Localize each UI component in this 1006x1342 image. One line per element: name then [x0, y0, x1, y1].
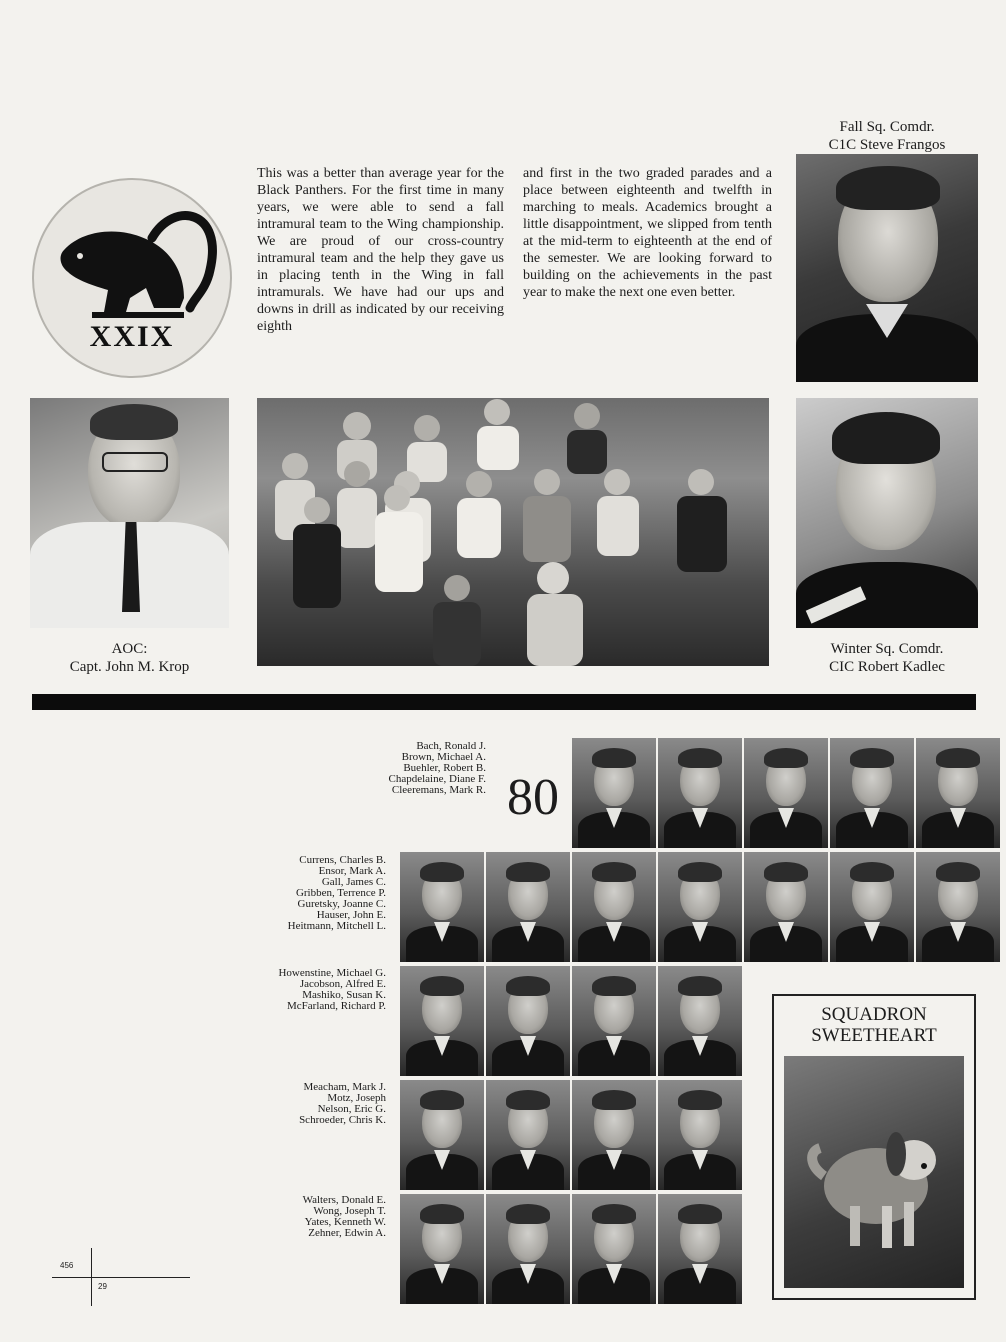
- cadet-portrait: [400, 966, 484, 1076]
- sweetheart-title: [774, 1004, 974, 1046]
- cadet-portrait: [486, 966, 570, 1076]
- cadet-portrait: [572, 852, 656, 962]
- roster-name: Ensor, Mark A.: [318, 865, 386, 877]
- cadet-portrait: [572, 966, 656, 1076]
- winter-commander-name: CIC Robert Kadlec: [829, 659, 945, 675]
- body-text-column-1: This was a better than average year for the Black Panthers. For the first time in many years, we were able to send a fall intramural team to the Wing championship. We are proud of our cross-country intramural team and the help they gave us in placing tenth in the Wing in fall intramurals. We have had our ups and downs in drill as indicated by our receiving eighth: [257, 166, 504, 334]
- roster-name: McFarland, Richard P.: [287, 1000, 386, 1012]
- emblem-numeral: XXIX: [89, 320, 175, 353]
- cadet-portrait: [486, 852, 570, 962]
- fall-commander-photo: [796, 154, 978, 382]
- roster-names-row-3: [186, 968, 386, 1012]
- body-text-column-2: and first in the two graded parades and a place between eighteenth and twelfth in marching to meals. Academics brought a little disappointment, we slipped from tenth at the mid-term to eighteenth at the end of the semester. We are looking forward to building on the achievements in the past year to make the next one even better.: [523, 166, 772, 300]
- class-year: 80: [507, 769, 559, 826]
- section-number: 29: [98, 1282, 107, 1291]
- aoc-name: Capt. John M. Krop: [69, 659, 190, 675]
- roster-name: Yates, Kenneth W.: [304, 1216, 386, 1228]
- fall-commander-title: Fall Sq. Comdr.: [839, 119, 935, 135]
- winter-commander-title: Winter Sq. Comdr.: [830, 641, 944, 657]
- folio-vertical-rule: [91, 1248, 92, 1306]
- folio-horizontal-rule: [52, 1277, 190, 1278]
- roster-name: Chapdelaine, Diane F.: [388, 773, 486, 785]
- cadet-portrait: [658, 1194, 742, 1304]
- group-photo-image: [257, 398, 769, 666]
- sweetheart-photo: [784, 1056, 964, 1288]
- cadet-portrait: [658, 852, 742, 962]
- roster-name: Jacobson, Alfred E.: [299, 978, 386, 990]
- roster-names-row-2: [186, 855, 386, 932]
- roster-name: Buehler, Robert B.: [403, 762, 486, 774]
- winter-commander-photo: [796, 398, 978, 628]
- roster-name: Meacham, Mark J.: [303, 1081, 386, 1093]
- roster-name: Guretsky, Joanne C.: [297, 898, 386, 910]
- roster-name: Gall, James C.: [321, 876, 386, 888]
- squadron-emblem: [32, 178, 232, 378]
- aoc-caption: [30, 640, 229, 676]
- cadet-portrait: [658, 738, 742, 848]
- cadet-portrait: [486, 1080, 570, 1190]
- cadet-portrait: [830, 738, 914, 848]
- roster-name: Hauser, John E.: [316, 909, 386, 921]
- cadet-portrait: [658, 966, 742, 1076]
- roster-names-row-4: [186, 1082, 386, 1126]
- roster-name: Heitmann, Mitchell L.: [287, 920, 386, 932]
- roster-name: Gribben, Terrence P.: [295, 887, 386, 899]
- fall-commander-caption: [796, 118, 978, 154]
- cadet-portrait: [400, 1194, 484, 1304]
- aoc-title: AOC:: [111, 641, 148, 657]
- cadet-portrait: [744, 852, 828, 962]
- sweetheart-title-line-1: SQUADRON: [821, 1004, 927, 1025]
- roster-name: Currens, Charles B.: [299, 854, 386, 866]
- roster-names-row-5: [186, 1195, 386, 1239]
- cadet-portrait: [830, 852, 914, 962]
- cadet-portrait: [400, 852, 484, 962]
- sweetheart-title-line-2: SWEETHEART: [811, 1025, 937, 1046]
- roster-name: Wong, Joseph T.: [313, 1205, 386, 1217]
- roster-name: Schroeder, Chris K.: [299, 1114, 386, 1126]
- section-divider: [32, 694, 976, 710]
- roster-name: Howenstine, Michael G.: [278, 967, 386, 979]
- cadet-portrait: [744, 738, 828, 848]
- roster-name: Bach, Ronald J.: [416, 740, 486, 752]
- roster-name: Brown, Michael A.: [401, 751, 486, 763]
- cadet-portrait: [916, 738, 1000, 848]
- cadet-portrait: [916, 852, 1000, 962]
- squadron-group-photo: [257, 398, 769, 666]
- cadet-portrait: [572, 738, 656, 848]
- cadet-portrait: [658, 1080, 742, 1190]
- cadet-portrait: [572, 1080, 656, 1190]
- roster-name: Zehner, Edwin A.: [308, 1227, 386, 1239]
- roster-name: Mashiko, Susan K.: [302, 989, 386, 1001]
- roster-name: Walters, Donald E.: [302, 1194, 386, 1206]
- dog-icon: [784, 1056, 964, 1288]
- roster-name: Motz, Joseph: [327, 1092, 386, 1104]
- cadet-portrait: [572, 1194, 656, 1304]
- page-number: 456: [60, 1261, 74, 1270]
- cadet-portrait: [400, 1080, 484, 1190]
- roster-name: Nelson, Eric G.: [317, 1103, 386, 1115]
- cadet-portrait: [486, 1194, 570, 1304]
- aoc-photo: [30, 398, 229, 628]
- roster-names-row-1: [286, 741, 486, 796]
- winter-commander-caption: [796, 640, 978, 676]
- sweetheart-panel: [772, 994, 976, 1300]
- fall-commander-name: C1C Steve Frangos: [828, 137, 946, 153]
- roster-name: Cleeremans, Mark R.: [391, 784, 486, 796]
